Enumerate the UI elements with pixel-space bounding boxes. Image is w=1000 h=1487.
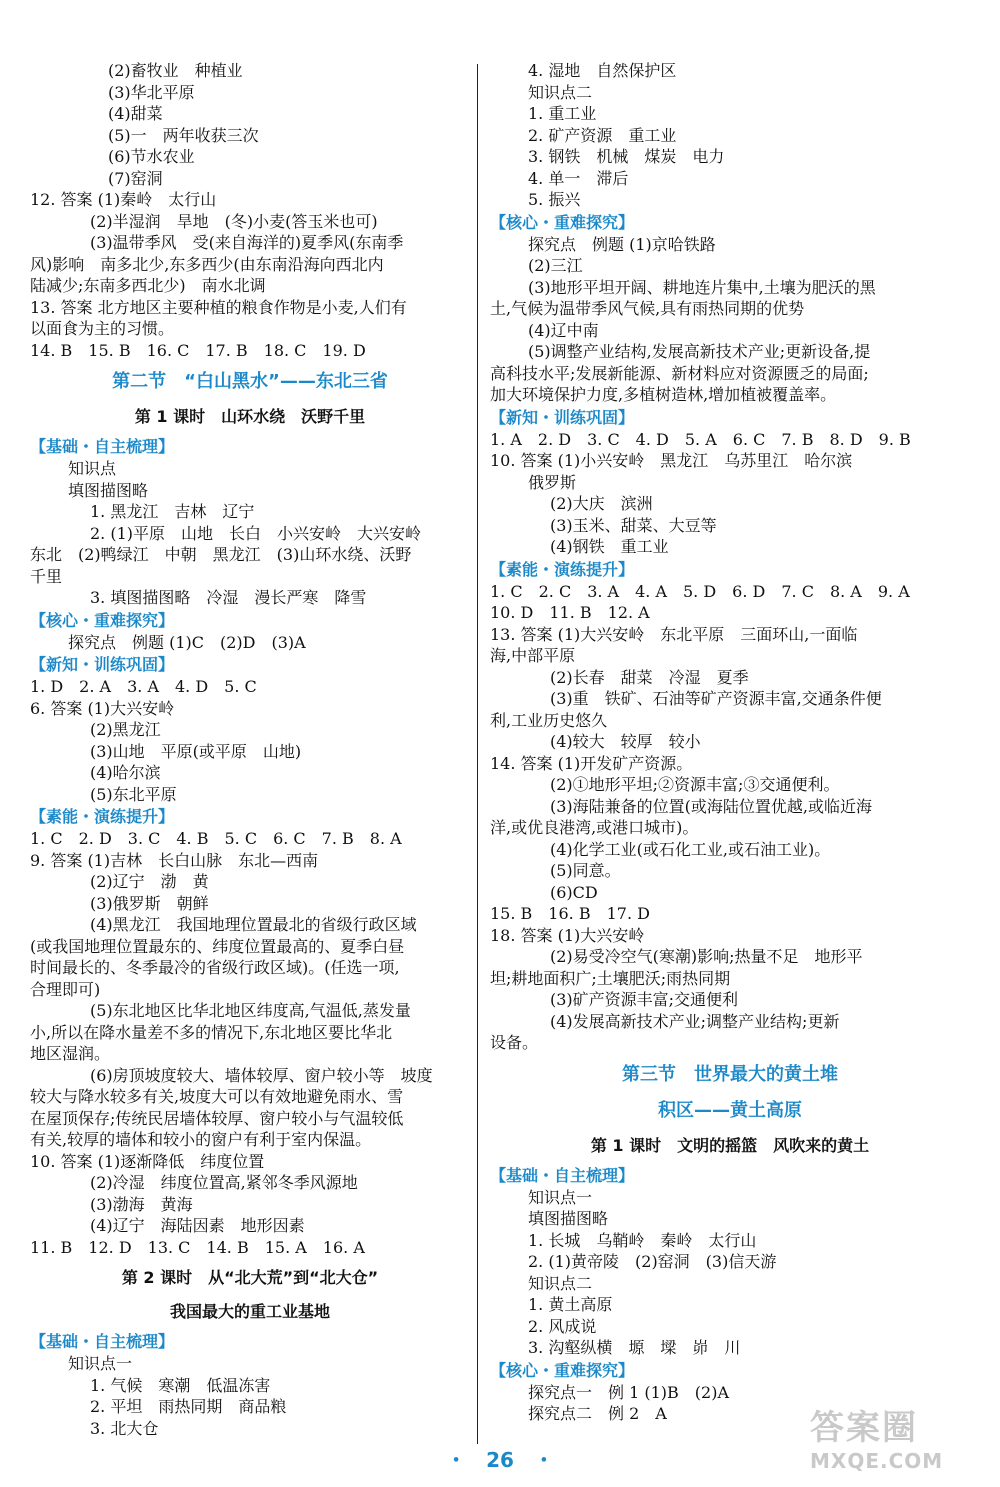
answer-line: (6)CD (550, 882, 598, 902)
section-header: 【基础・自主梳理】 (490, 1165, 635, 1185)
answer-line: (5)东北平原 (90, 784, 177, 804)
answer-line: 2. 风成说 (528, 1316, 597, 1336)
answer-line: 1. D 2. A 3. A 4. D 5. C (30, 677, 257, 696)
answer-line: 10. 答案 (1)逐渐降低 纬度位置 (30, 1151, 265, 1171)
answer-line: 俄罗斯 (528, 472, 577, 492)
answer-line: (4)辽宁 海陆因素 地形因素 (90, 1216, 305, 1235)
answer-line: (3)渤海 黄海 (90, 1194, 193, 1214)
answer-line: (3)重 铁矿、石油等矿产资源丰富,交通条件便 (550, 689, 882, 708)
answer-line: 11. B 12. D 13. C 14. B 15. A 16. A (30, 1237, 365, 1257)
watermark-logo (810, 1400, 990, 1480)
answer-line: 2. (1)平原 山地 长白 小兴安岭 大兴安岭 (90, 523, 422, 543)
answer-line: 14. B 15. B 16. C 17. B 18. C 19. D (30, 340, 366, 360)
answer-line: 6. 答案 (1)大兴安岭 (30, 698, 175, 718)
answer-line: 土,气候为温带季风气候,具有雨热同期的优势 (490, 299, 805, 318)
answer-line: 知识点一 (528, 1187, 593, 1207)
answer-line: 有关,较厚的墙体和较小的窗户有利于室内保温。 (30, 1130, 372, 1149)
section-header: 【基础・自主梳理】 (30, 437, 175, 456)
answer-line: 1. 黑龙江 吉林 辽宁 (90, 502, 255, 521)
answer-line: 利,工业历史悠久 (490, 710, 608, 730)
answer-line: 10. D 11. B 12. A (490, 603, 650, 622)
answer-line: 3. 沟壑纵横 塬 墚 峁 川 (528, 1338, 741, 1357)
answer-line: (4)哈尔滨 (90, 763, 161, 782)
answer-line: 3. 填图描图略 冷湿 漫长严寒 降雪 (90, 588, 367, 607)
answer-line: 千里 (30, 566, 63, 586)
answer-line: 陆减少;东南多西北少) 南水北调 (30, 276, 266, 295)
answer-line: (3)俄罗斯 朝鲜 (90, 893, 209, 913)
answer-line: (或我国地理位置最东的、纬度位置最高的、夏季白昼 (30, 936, 405, 956)
answer-line: 14. 答案 (1)开发矿产资源。 (490, 753, 693, 773)
answer-line: (7)窑洞 (108, 168, 163, 188)
answer-line: 1. C 2. C 3. A 4. A 5. D 6. D 7. C 8. A 9. A (490, 581, 910, 601)
answer-line: 2. 平坦 雨热同期 商品粮 (90, 1397, 287, 1416)
answer-line: 东北 (2)鸭绿江 中朝 黑龙江 (3)山环水绕、沃野 (30, 545, 412, 564)
answer-line: 18. 答案 (1)大兴安岭 (490, 925, 645, 945)
answer-line: (4)甜菜 (108, 104, 163, 123)
answer-line: (3)温带季风 受(来自海洋的)夏季风(东南季 (90, 233, 404, 252)
answer-line: 知识点二 (528, 82, 593, 102)
answer-line: 1. 气候 寒潮 低温冻害 (90, 1375, 271, 1395)
chapter-title: 第三节 世界最大的黄土堆 (622, 1063, 838, 1085)
answer-line: 填图描图略 (68, 480, 149, 500)
answer-line: 15. B 16. B 17. D (490, 904, 650, 923)
section-header: 【核心・重难探究】 (490, 1360, 635, 1380)
lesson-title: 我国最大的重工业基地 (169, 1302, 330, 1321)
answer-line: (5)调整产业结构,发展高新技术产业;更新设备,提 (528, 342, 871, 361)
answer-line: 3. 钢铁 机械 煤炭 电力 (528, 147, 725, 166)
answer-line: 知识点一 (68, 1354, 133, 1373)
right-column (490, 60, 970, 1425)
left-column (30, 60, 470, 1439)
section-header: 【新知・训练巩固】 (30, 655, 175, 674)
answer-line: 坦;耕地面积广;土壤肥沃;雨热同期 (490, 968, 731, 988)
lesson-title: 第 1 课时 山环水绕 沃野千里 (134, 407, 366, 426)
answer-line: (6)房顶坡度较大、墙体较厚、窗户较小等 坡度 (90, 1065, 433, 1085)
answer-line: 5. 振兴 (528, 190, 581, 209)
answer-line: 4. 湿地 自然保护区 (528, 61, 677, 80)
answer-line: (3)矿产资源丰富;交通便利 (550, 990, 739, 1009)
section-header: 【素能・演练提升】 (490, 559, 635, 579)
page-number: ・ 26 ・ (446, 1448, 554, 1472)
answer-line: (4)辽中南 (528, 320, 599, 340)
answer-line: 知识点二 (528, 1273, 593, 1293)
answer-line: (4)黑龙江 我国地理位置最北的省级行政区域 (90, 915, 417, 934)
answer-line: 1. A 2. D 3. C 4. D 5. A 6. C 7. B 8. D 9. B (490, 429, 911, 449)
answer-line: 3. 北大仓 (90, 1418, 159, 1438)
answer-line: (2)半湿润 旱地 (冬)小麦(答玉米也可) (90, 211, 378, 231)
answer-line: (3)玉米、甜菜、大豆等 (550, 515, 717, 535)
watermark-url: MXQE.COM (810, 1449, 944, 1473)
answer-line: (4)钢铁 重工业 (550, 537, 669, 556)
answer-line: 13. 答案 (1)大兴安岭 东北平原 三面环山,一面临 (490, 624, 858, 644)
answer-line: (4)化学工业(或石化工业,或石油工业)。 (550, 839, 831, 859)
answer-line: 4. 单一 滞后 (528, 168, 629, 188)
answer-line: (5)同意。 (550, 861, 621, 880)
answer-line: 海,中部平原 (490, 646, 576, 665)
answer-line: 设备。 (490, 1033, 539, 1052)
answer-line: (3)山地 平原(或平原 山地) (90, 741, 302, 761)
answer-line: 1. 黄土高原 (528, 1295, 613, 1314)
answer-line: 填图描图略 (528, 1209, 609, 1228)
answer-line: 较大与降水较多有关,坡度大可以有效地避免雨水、雪 (30, 1087, 404, 1106)
chapter-title: 第二节 “白山黑水”——东北三省 (112, 371, 388, 392)
answer-line: 探究点二 例 2 A (528, 1404, 667, 1423)
lesson-title: 第 2 课时 从“北大荒”到“北大仓” (121, 1268, 379, 1287)
answer-line: (2)辽宁 渤 黄 (90, 872, 209, 891)
answer-line: 探究点一 例 1 (1)B (2)A (528, 1382, 729, 1402)
answer-line: (3)地形平坦开阔、耕地连片集中,土壤为肥沃的黑 (528, 277, 876, 297)
answer-line: (2)易受冷空气(寒潮)影响;热量不足 地形平 (550, 947, 863, 966)
answer-line: 探究点 例题 (1)京哈铁路 (528, 234, 716, 254)
answer-line: (2)长春 甜菜 冷湿 夏季 (550, 667, 749, 687)
answer-line: 2. (1)黄帝陵 (2)窑洞 (3)信天游 (528, 1252, 777, 1271)
answer-line: 1. C 2. D 3. C 4. B 5. C 6. C 7. B 8. A (30, 829, 402, 848)
answer-line: 知识点 (68, 459, 117, 478)
section-header: 【基础・自主梳理】 (30, 1332, 175, 1351)
answer-line: 以面食为主的习惯。 (30, 319, 175, 338)
answer-line: 13. 答案 北方地区主要种植的粮食作物是小麦,人们有 (30, 297, 407, 317)
answer-line: (5)一 两年收获三次 (108, 125, 259, 145)
answer-line: (2)三江 (528, 256, 583, 275)
answer-line: 1. 长城 乌鞘岭 秦岭 太行山 (528, 1230, 757, 1250)
section-header: 【素能・演练提升】 (30, 807, 175, 826)
answer-line: 在屋顶保存;传统民居墙体较厚、窗户较小与气温较低 (30, 1108, 404, 1128)
answer-line: 风)影响 南多北少,东多西少(由东南沿海向西北内 (30, 254, 384, 274)
answer-line: 2. 矿产资源 重工业 (528, 125, 677, 145)
answer-line: 9. 答案 (1)吉林 长白山脉 东北—西南 (30, 850, 319, 870)
answer-line: (2)畜牧业 种植业 (108, 61, 243, 80)
answer-line: 小,所以在降水量差不多的情况下,东北地区要比华北 (30, 1022, 393, 1042)
answer-line: (4)发展高新技术产业;调整产业结构;更新 (550, 1011, 840, 1031)
chapter-title: 积区——黄土高原 (658, 1099, 802, 1121)
answer-line: 地区湿润。 (30, 1044, 111, 1063)
answer-line: (5)东北地区比华北地区纬度高,气温低,蒸发量 (90, 1001, 411, 1020)
answer-line: 探究点 例题 (1)C (2)D (3)A (68, 632, 306, 652)
answer-line: 时间最长的、冬季最冷的省级行政区域)。(任选一项, (30, 958, 400, 977)
section-header: 【新知・训练巩固】 (490, 407, 635, 427)
answer-line: (3)海陆兼备的位置(或海陆位置优越,或临近海 (550, 796, 872, 816)
answer-line: 12. 答案 (1)秦岭 太行山 (30, 190, 217, 209)
answer-line: (2)黑龙江 (90, 720, 161, 739)
section-header: 【核心・重难探究】 (30, 610, 175, 630)
answer-line: (6)节水农业 (108, 147, 195, 166)
answer-line: 1. 重工业 (528, 104, 597, 123)
watermark-text: 答案圈 (810, 1408, 918, 1448)
answer-line: (2)①地形平坦;②资源丰富;③交通便利。 (550, 775, 840, 794)
answer-line: (3)华北平原 (108, 82, 195, 102)
section-header: 【核心・重难探究】 (490, 212, 635, 232)
answer-line: (4)较大 较厚 较小 (550, 732, 701, 751)
column-divider (477, 64, 478, 1444)
answer-line: 加大环境保护力度,多植树造林,增加植被覆盖率。 (490, 385, 837, 404)
answer-line: 洋,或优良港湾,或港口城市)。 (490, 818, 699, 837)
lesson-title: 第 1 课时 文明的摇篮 风吹来的黄土 (590, 1135, 870, 1155)
answer-line: 高科技水平;发展新能源、新材料应对资源匮乏的局面; (490, 363, 869, 383)
answer-line: (2)大庆 滨洲 (550, 494, 653, 513)
answer-line: (2)冷湿 纬度位置高,紧邻冬季风源地 (90, 1173, 358, 1192)
answer-line: 合理即可) (30, 979, 101, 999)
answer-line: 10. 答案 (1)小兴安岭 黑龙江 乌苏里江 哈尔滨 (490, 451, 853, 470)
